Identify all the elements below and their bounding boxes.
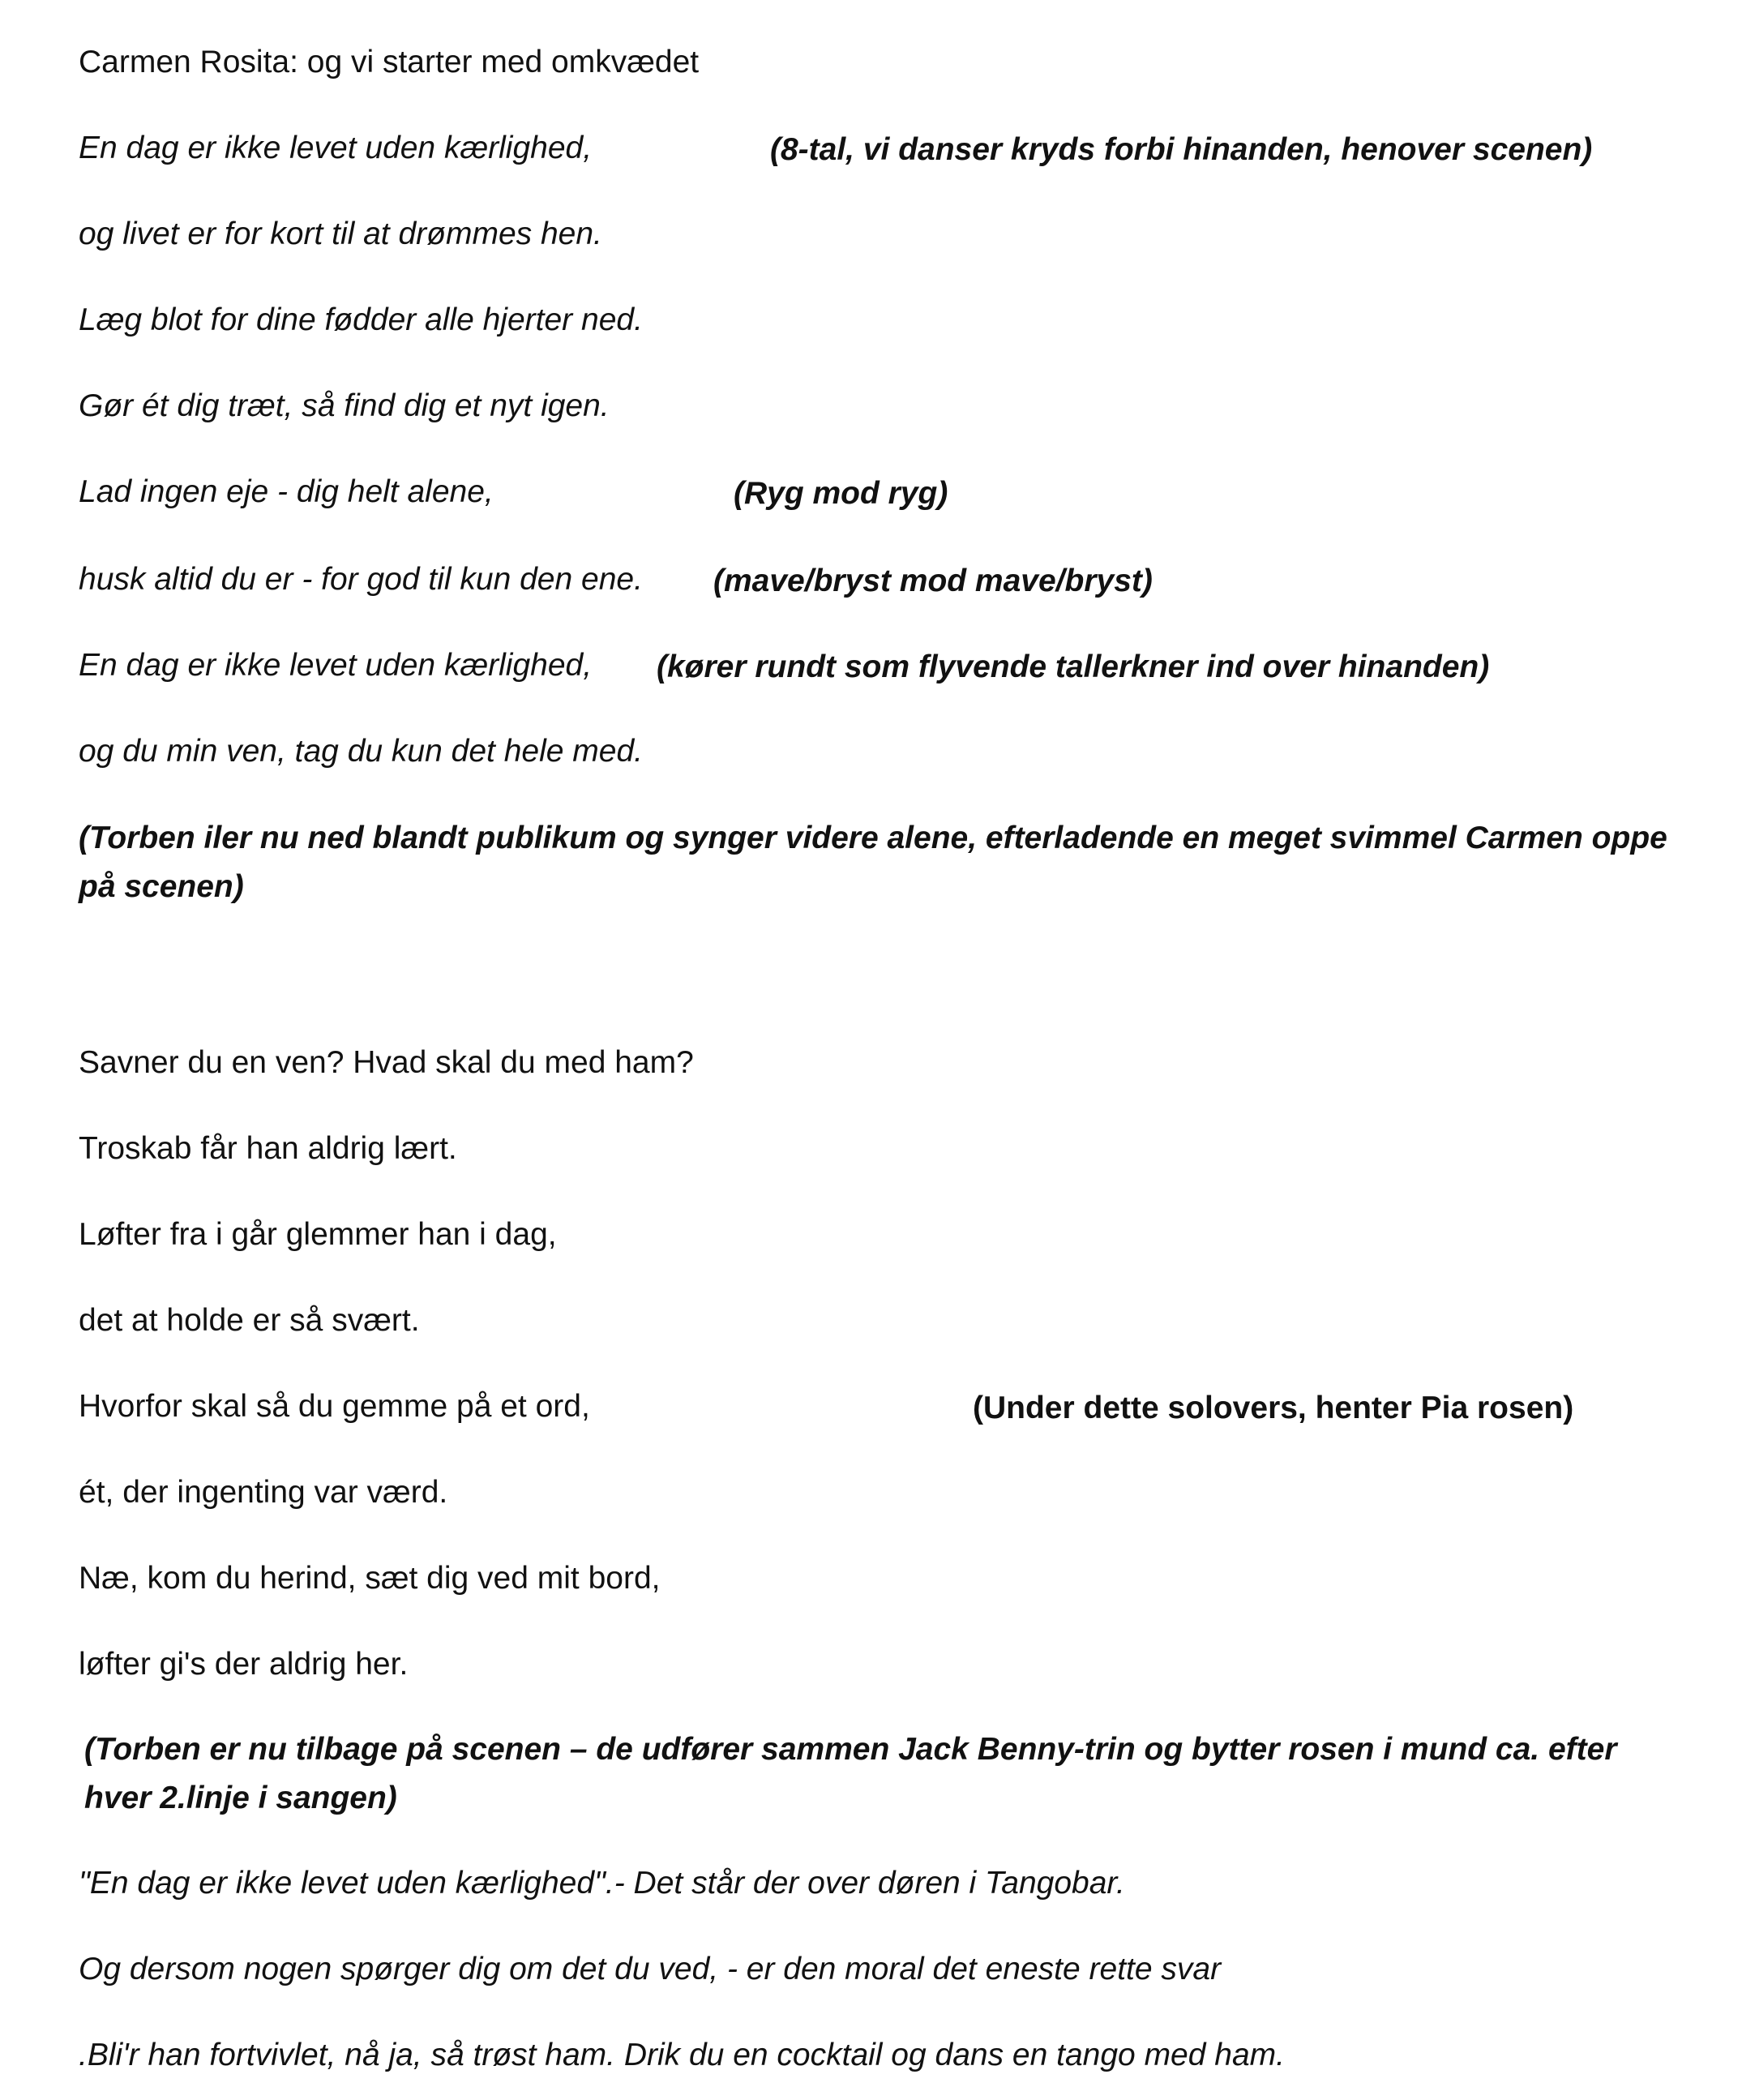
chorus-line-3: Læg blot for dine fødder alle hjerter ned. — [79, 302, 643, 337]
stage-direction-2: (Ryg mod ryg) — [734, 476, 948, 511]
stage-direction-block-2: (Torben er nu tilbage på scenen – de udfører sammen Jack Benny-trin og bytter rosen i mund ca. efter hver 2.linje i sangen) — [84, 1732, 1617, 1815]
chorus-line-7: En dag er ikke levet uden kærlighed, — [79, 648, 593, 683]
verse-line-4: det at holde er så svært. — [79, 1303, 420, 1338]
chorus-line-4: Gør ét dig træt, så find dig et nyt igen. — [79, 388, 610, 423]
intro-line: Carmen Rosita: og vi starter med omkvædet — [79, 45, 700, 79]
verse-line-7: Næ, kom du herind, sæt dig ved mit bord, — [79, 1561, 661, 1596]
verse-line-5: Hvorfor skal så du gemme på et ord, — [79, 1389, 590, 1424]
stage-direction-block-1: (Torben iler nu ned blandt publikum og synger videre alene, efterladende en meget svimmel Carmen oppe på scenen) — [79, 821, 1667, 904]
outro-line-1: "En dag er ikke levet uden kærlighed".- Det står der over døren i Tangobar. — [79, 1866, 1125, 1901]
stage-direction-4: (kører rundt som flyvende tallerkner ind over hinanden) — [657, 649, 1490, 684]
verse-line-2: Troskab får han aldrig lært. — [79, 1131, 457, 1166]
chorus-line-5: Lad ingen eje - dig helt alene, — [79, 474, 494, 509]
stage-direction-3: (mave/bryst mod mave/bryst) — [713, 564, 1153, 598]
stage-direction-1: (8-tal, vi danser kryds forbi hinanden, henover scenen) — [770, 132, 1593, 167]
verse-line-1: Savner du en ven? Hvad skal du med ham? — [79, 1045, 694, 1080]
outro-line-3: .Bli'r han fortvivlet, nå ja, så trøst ham. Drik du en cocktail og dans en tango med ham. — [79, 2038, 1285, 2072]
stage-direction-5: (Under dette solovers, henter Pia rosen) — [973, 1391, 1574, 1425]
chorus-line-6: husk altid du er - for god til kun den ene. — [79, 562, 643, 597]
chorus-line-1: En dag er ikke levet uden kærlighed, — [79, 131, 593, 165]
outro-line-2: Og dersom nogen spørger dig om det du ved, - er den moral det eneste rette svar — [79, 1952, 1222, 1986]
chorus-line-2: og livet er for kort til at drømmes hen. — [79, 216, 602, 251]
verse-line-3: Løfter fra i går glemmer han i dag, — [79, 1217, 557, 1252]
verse-line-8: løfter gi's der aldrig her. — [79, 1647, 409, 1682]
verse-line-6: ét, der ingenting var værd. — [79, 1475, 448, 1510]
chorus-line-8: og du min ven, tag du kun det hele med. — [79, 734, 643, 769]
